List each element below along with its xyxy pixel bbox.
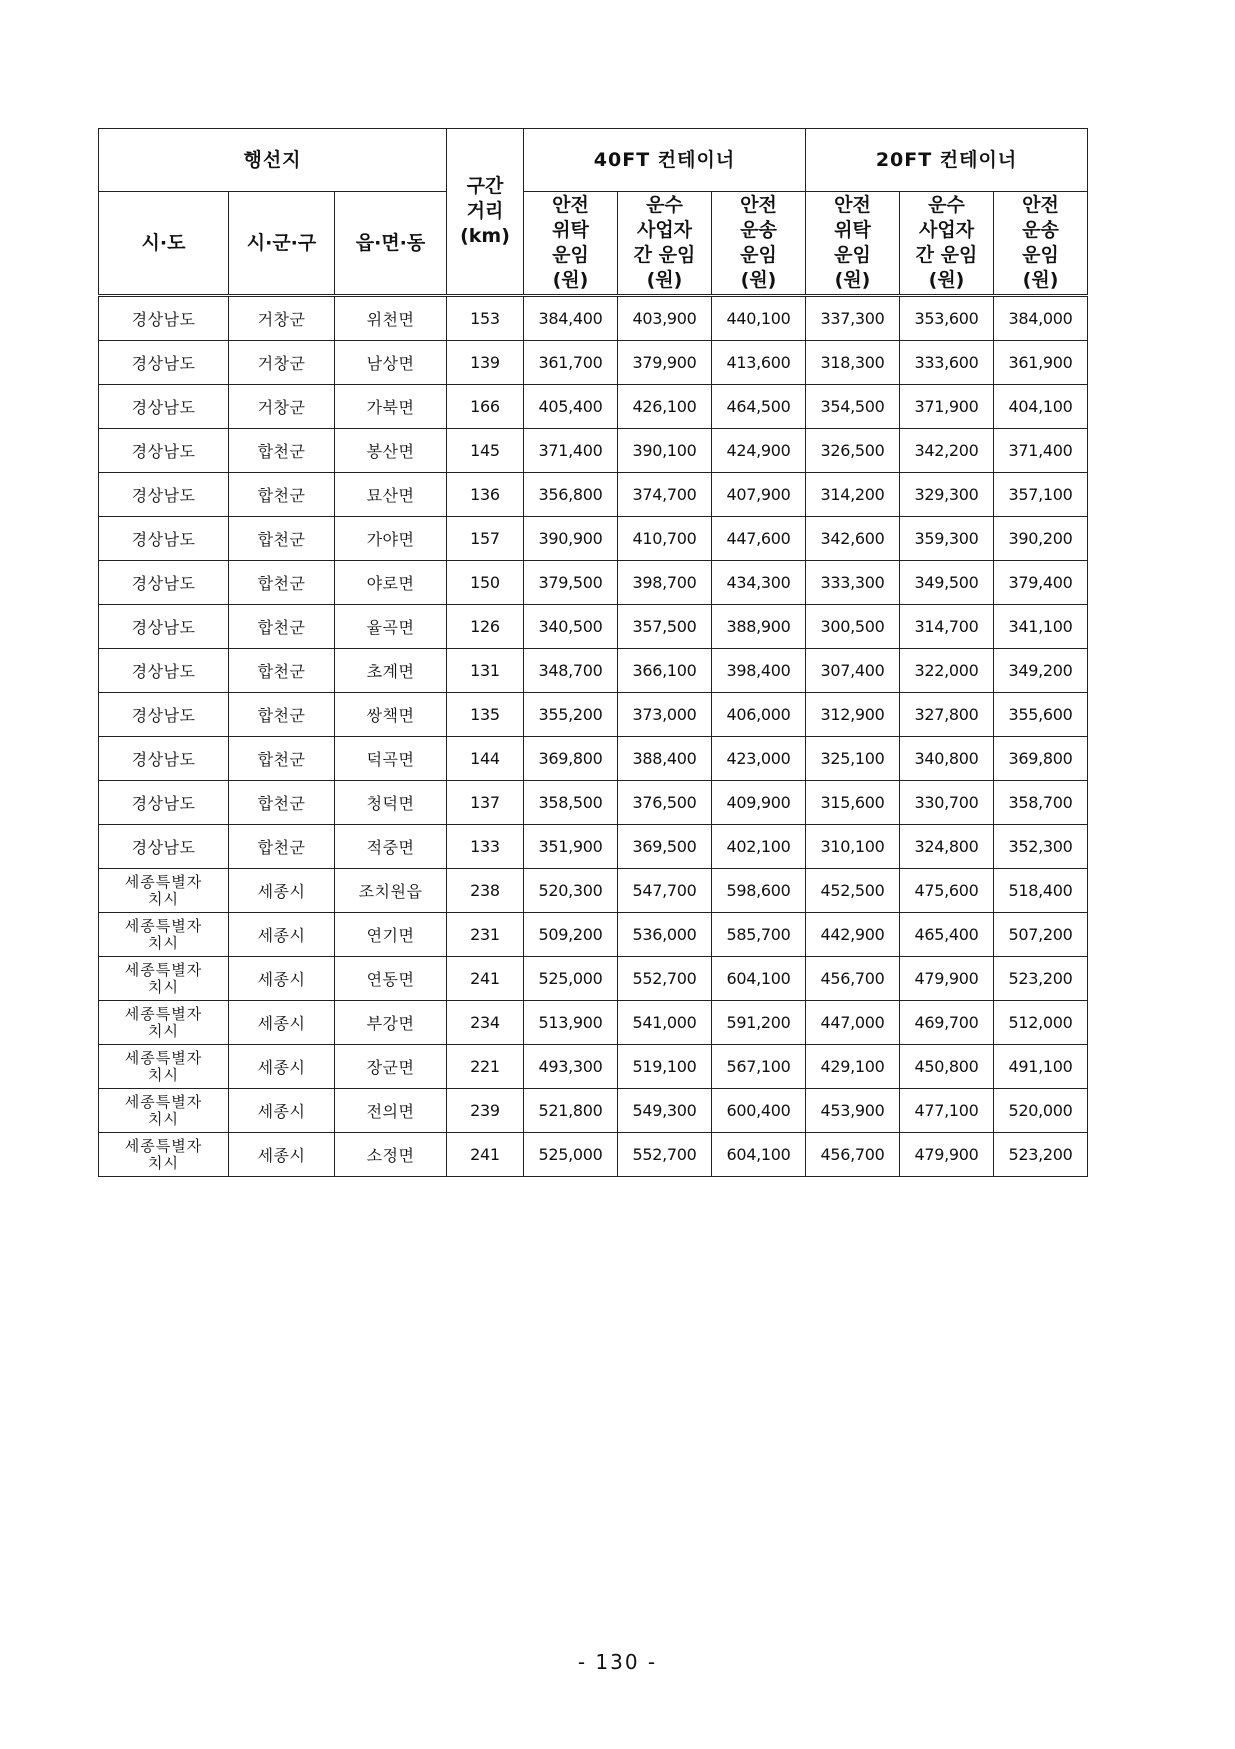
rate-cell: 525,000 (524, 957, 618, 1001)
sigungu-cell: 합천군 (229, 429, 335, 473)
rate-cell: 359,300 (900, 517, 994, 561)
eupmyeondong-cell: 소정면 (335, 1133, 447, 1177)
sido-cell (99, 1001, 229, 1045)
eupmyeondong-header: 읍·면·동 (335, 192, 447, 296)
sigungu-cell: 거창군 (229, 341, 335, 385)
rate-cell: 464,500 (712, 385, 806, 429)
container-20ft-header: 20FT 컨테이너 (806, 129, 1088, 192)
rate-cell: 333,600 (900, 341, 994, 385)
rate-column-header-line: 안전 (552, 194, 589, 216)
rate-column-header-line: (원) (834, 269, 871, 291)
distance-cell: 166 (447, 385, 524, 429)
rate-cell: 447,000 (806, 1001, 900, 1045)
rate-cell: 318,300 (806, 341, 900, 385)
rate-cell: 567,100 (712, 1045, 806, 1089)
rate-cell: 434,300 (712, 561, 806, 605)
rate-cell: 410,700 (618, 517, 712, 561)
sido-cell: 경상남도 (99, 737, 229, 781)
rate-cell: 322,000 (900, 649, 994, 693)
eupmyeondong-cell: 연기면 (335, 913, 447, 957)
rate-cell: 357,100 (994, 473, 1088, 517)
eupmyeondong-cell: 전의면 (335, 1089, 447, 1133)
distance-header-line: (km) (460, 225, 510, 247)
table-row (99, 1133, 1088, 1177)
sigungu-cell: 세종시 (229, 913, 335, 957)
rate-cell: 325,100 (806, 737, 900, 781)
rate-column-header (806, 192, 900, 296)
freight-rate-table (98, 128, 1088, 1177)
rate-cell: 342,200 (900, 429, 994, 473)
rate-cell: 340,500 (524, 605, 618, 649)
rate-cell: 398,400 (712, 649, 806, 693)
rate-cell: 379,500 (524, 561, 618, 605)
rate-column-header-line: 운수 (646, 194, 683, 216)
sigungu-cell: 합천군 (229, 473, 335, 517)
eupmyeondong-cell: 야로면 (335, 561, 447, 605)
destination-header: 행선지 (99, 129, 447, 192)
rate-cell: 341,100 (994, 605, 1088, 649)
table-row (99, 957, 1088, 1001)
rate-cell: 426,100 (618, 385, 712, 429)
distance-cell: 153 (447, 296, 524, 341)
rate-column-header-line: (원) (552, 269, 589, 291)
rate-cell: 523,200 (994, 957, 1088, 1001)
rate-cell: 407,900 (712, 473, 806, 517)
rate-cell: 493,300 (524, 1045, 618, 1089)
rate-cell: 369,500 (618, 825, 712, 869)
rate-column-header-line: 운임 (1022, 244, 1059, 266)
table-row (99, 869, 1088, 913)
eupmyeondong-cell: 쌍책면 (335, 693, 447, 737)
rate-cell: 402,100 (712, 825, 806, 869)
table-row (99, 693, 1088, 737)
table-row (99, 737, 1088, 781)
rate-cell: 342,600 (806, 517, 900, 561)
rate-column-header-line: 안전 (834, 194, 871, 216)
sido-cell: 경상남도 (99, 296, 229, 341)
distance-cell: 145 (447, 429, 524, 473)
rate-column-header (712, 192, 806, 296)
rate-column-header-line: 운임 (552, 244, 589, 266)
rate-cell: 591,200 (712, 1001, 806, 1045)
rate-column-header-line: 사업자 (918, 219, 975, 241)
sido-cell-line: 세종특별자 (124, 960, 203, 979)
rate-cell: 453,900 (806, 1089, 900, 1133)
sigungu-cell: 합천군 (229, 561, 335, 605)
rate-cell: 456,700 (806, 957, 900, 1001)
rate-cell: 361,700 (524, 341, 618, 385)
sido-cell (99, 869, 229, 913)
eupmyeondong-cell: 장군면 (335, 1045, 447, 1089)
rate-cell: 440,100 (712, 296, 806, 341)
sido-cell: 경상남도 (99, 825, 229, 869)
rate-cell: 604,100 (712, 1133, 806, 1177)
rate-cell: 354,500 (806, 385, 900, 429)
distance-cell: 126 (447, 605, 524, 649)
rate-cell: 424,900 (712, 429, 806, 473)
rate-cell: 409,900 (712, 781, 806, 825)
rate-cell: 507,200 (994, 913, 1088, 957)
rate-column-header-line: 위탁 (552, 219, 589, 241)
rate-cell: 491,100 (994, 1045, 1088, 1089)
rate-cell: 384,000 (994, 296, 1088, 341)
rate-cell: 384,400 (524, 296, 618, 341)
rate-cell: 333,300 (806, 561, 900, 605)
table-row (99, 913, 1088, 957)
rate-column-header-line: (원) (740, 269, 777, 291)
rate-cell: 358,500 (524, 781, 618, 825)
eupmyeondong-cell: 남상면 (335, 341, 447, 385)
rate-cell: 604,100 (712, 957, 806, 1001)
rate-cell: 355,200 (524, 693, 618, 737)
rate-column-header-line: (원) (1022, 269, 1059, 291)
rate-cell: 390,100 (618, 429, 712, 473)
rate-cell: 371,900 (900, 385, 994, 429)
rate-cell: 366,100 (618, 649, 712, 693)
rate-cell: 369,800 (994, 737, 1088, 781)
rate-cell: 447,600 (712, 517, 806, 561)
sido-cell-line: 세종특별자 (124, 1092, 203, 1111)
rate-cell: 348,700 (524, 649, 618, 693)
distance-cell: 221 (447, 1045, 524, 1089)
table-row (99, 781, 1088, 825)
sigungu-cell: 세종시 (229, 957, 335, 1001)
table-row (99, 605, 1088, 649)
rate-cell: 361,900 (994, 341, 1088, 385)
distance-cell: 241 (447, 1133, 524, 1177)
rate-cell: 398,700 (618, 561, 712, 605)
rate-cell: 450,800 (900, 1045, 994, 1089)
rate-column-header-line: 안전 (1022, 194, 1059, 216)
rate-column-header (618, 192, 712, 296)
sigungu-cell: 합천군 (229, 781, 335, 825)
rate-cell: 520,300 (524, 869, 618, 913)
eupmyeondong-cell: 봉산면 (335, 429, 447, 473)
rate-cell: 429,100 (806, 1045, 900, 1089)
rate-column-header-line: 간 운임 (915, 244, 978, 266)
sido-cell (99, 1089, 229, 1133)
rate-column-header (994, 192, 1088, 296)
distance-cell: 239 (447, 1089, 524, 1133)
rate-cell: 405,400 (524, 385, 618, 429)
sido-cell-line: 세종특별자 (124, 916, 203, 935)
eupmyeondong-cell: 조치원읍 (335, 869, 447, 913)
rate-cell: 525,000 (524, 1133, 618, 1177)
rate-cell: 353,600 (900, 296, 994, 341)
rate-cell: 404,100 (994, 385, 1088, 429)
rate-cell: 314,700 (900, 605, 994, 649)
rate-cell: 479,900 (900, 1133, 994, 1177)
rate-cell: 390,200 (994, 517, 1088, 561)
distance-cell: 136 (447, 473, 524, 517)
rate-column-header-line: 운임 (834, 244, 871, 266)
rate-cell: 469,700 (900, 1001, 994, 1045)
container-40ft-header: 40FT 컨테이너 (524, 129, 806, 192)
eupmyeondong-cell: 연동면 (335, 957, 447, 1001)
rate-cell: 475,600 (900, 869, 994, 913)
rate-cell: 552,700 (618, 1133, 712, 1177)
rate-cell: 512,000 (994, 1001, 1088, 1045)
page-number: - 130 - (577, 1650, 658, 1674)
rate-cell: 307,400 (806, 649, 900, 693)
table-row (99, 296, 1088, 341)
rate-cell: 547,700 (618, 869, 712, 913)
rate-column-header (900, 192, 994, 296)
rate-column-header-line: 사업자 (636, 219, 693, 241)
rate-cell: 518,400 (994, 869, 1088, 913)
distance-cell: 150 (447, 561, 524, 605)
rate-column-header-line: (원) (646, 269, 683, 291)
rate-cell: 388,900 (712, 605, 806, 649)
rate-cell: 352,300 (994, 825, 1088, 869)
sido-cell-line: 치시 (148, 1109, 179, 1128)
sigungu-cell: 세종시 (229, 1133, 335, 1177)
sido-cell-line: 치시 (148, 1065, 179, 1084)
eupmyeondong-cell: 적중면 (335, 825, 447, 869)
eupmyeondong-cell: 가북면 (335, 385, 447, 429)
rate-cell: 390,900 (524, 517, 618, 561)
sigungu-header: 시·군·구 (229, 192, 335, 296)
sido-cell (99, 1045, 229, 1089)
rate-cell: 519,100 (618, 1045, 712, 1089)
sido-cell: 경상남도 (99, 649, 229, 693)
eupmyeondong-cell: 율곡면 (335, 605, 447, 649)
distance-cell: 137 (447, 781, 524, 825)
rate-cell: 423,000 (712, 737, 806, 781)
rate-cell: 376,500 (618, 781, 712, 825)
rate-cell: 403,900 (618, 296, 712, 341)
distance-cell: 157 (447, 517, 524, 561)
rate-cell: 358,700 (994, 781, 1088, 825)
sido-cell (99, 957, 229, 1001)
rate-column-header-line: 안전 (740, 194, 777, 216)
rate-cell: 371,400 (524, 429, 618, 473)
distance-cell: 135 (447, 693, 524, 737)
rate-cell: 349,500 (900, 561, 994, 605)
sido-cell-line: 치시 (148, 1153, 179, 1172)
rate-cell: 523,200 (994, 1133, 1088, 1177)
rate-cell: 452,500 (806, 869, 900, 913)
sigungu-cell: 세종시 (229, 1001, 335, 1045)
rate-column-header-line: 위탁 (834, 219, 871, 241)
sigungu-cell: 세종시 (229, 1045, 335, 1089)
table-row (99, 825, 1088, 869)
table-row (99, 341, 1088, 385)
sido-cell-line: 세종특별자 (124, 1004, 203, 1023)
rate-cell: 509,200 (524, 913, 618, 957)
sido-cell-line: 세종특별자 (124, 1048, 203, 1067)
eupmyeondong-cell: 위천면 (335, 296, 447, 341)
rate-cell: 349,200 (994, 649, 1088, 693)
rate-cell: 337,300 (806, 296, 900, 341)
sido-cell: 경상남도 (99, 341, 229, 385)
rate-cell: 600,400 (712, 1089, 806, 1133)
distance-cell: 241 (447, 957, 524, 1001)
rate-column-header-line: (원) (928, 269, 965, 291)
sigungu-cell: 합천군 (229, 605, 335, 649)
table-body (99, 296, 1088, 1177)
sigungu-cell: 합천군 (229, 737, 335, 781)
table-row (99, 473, 1088, 517)
sido-cell: 경상남도 (99, 693, 229, 737)
rate-column-header-line: 운송 (740, 219, 777, 241)
rate-cell: 479,900 (900, 957, 994, 1001)
eupmyeondong-cell: 청덕면 (335, 781, 447, 825)
eupmyeondong-cell: 초계면 (335, 649, 447, 693)
table-row (99, 649, 1088, 693)
rate-cell: 598,600 (712, 869, 806, 913)
sido-cell (99, 913, 229, 957)
rate-cell: 373,000 (618, 693, 712, 737)
sigungu-cell: 거창군 (229, 296, 335, 341)
distance-cell: 131 (447, 649, 524, 693)
rate-column-header-line: 운수 (928, 194, 965, 216)
rate-cell: 324,800 (900, 825, 994, 869)
rate-cell: 477,100 (900, 1089, 994, 1133)
sido-cell: 경상남도 (99, 781, 229, 825)
rate-cell: 520,000 (994, 1089, 1088, 1133)
rate-cell: 369,800 (524, 737, 618, 781)
table-row (99, 561, 1088, 605)
sido-cell: 경상남도 (99, 517, 229, 561)
sigungu-cell: 합천군 (229, 693, 335, 737)
distance-cell: 139 (447, 341, 524, 385)
rate-cell: 536,000 (618, 913, 712, 957)
sido-cell (99, 1133, 229, 1177)
rate-cell: 379,900 (618, 341, 712, 385)
sido-cell: 경상남도 (99, 561, 229, 605)
rate-cell: 340,800 (900, 737, 994, 781)
distance-header-line: 거리 (466, 200, 504, 222)
sido-cell: 경상남도 (99, 605, 229, 649)
sigungu-cell: 합천군 (229, 517, 335, 561)
rate-cell: 549,300 (618, 1089, 712, 1133)
rate-cell: 541,000 (618, 1001, 712, 1045)
table-row (99, 1045, 1088, 1089)
rate-column-header-line: 간 운임 (633, 244, 696, 266)
table-row (99, 429, 1088, 473)
rate-cell: 521,800 (524, 1089, 618, 1133)
distance-cell: 133 (447, 825, 524, 869)
rate-cell: 388,400 (618, 737, 712, 781)
rate-cell: 552,700 (618, 957, 712, 1001)
table-row (99, 1001, 1088, 1045)
sido-header: 시·도 (99, 192, 229, 296)
sido-cell: 경상남도 (99, 473, 229, 517)
rate-column-header-line: 운임 (740, 244, 777, 266)
distance-cell: 238 (447, 869, 524, 913)
rate-cell: 300,500 (806, 605, 900, 649)
sido-cell: 경상남도 (99, 429, 229, 473)
sido-cell-line: 세종특별자 (124, 872, 203, 891)
rate-column-header-line: 운송 (1022, 219, 1059, 241)
rate-cell: 355,600 (994, 693, 1088, 737)
eupmyeondong-cell: 부강면 (335, 1001, 447, 1045)
rate-cell: 356,800 (524, 473, 618, 517)
rate-cell: 327,800 (900, 693, 994, 737)
eupmyeondong-cell: 묘산면 (335, 473, 447, 517)
eupmyeondong-cell: 가야면 (335, 517, 447, 561)
sido-cell-line: 치시 (148, 977, 179, 996)
rate-cell: 406,000 (712, 693, 806, 737)
sido-cell-line: 치시 (148, 1021, 179, 1040)
rate-cell: 413,600 (712, 341, 806, 385)
rate-cell: 310,100 (806, 825, 900, 869)
rate-cell: 314,200 (806, 473, 900, 517)
sido-cell-line: 치시 (148, 933, 179, 952)
rate-cell: 513,900 (524, 1001, 618, 1045)
rate-cell: 371,400 (994, 429, 1088, 473)
rate-cell: 456,700 (806, 1133, 900, 1177)
rate-cell: 351,900 (524, 825, 618, 869)
sido-cell: 경상남도 (99, 385, 229, 429)
sigungu-cell: 세종시 (229, 1089, 335, 1133)
rate-cell: 330,700 (900, 781, 994, 825)
rate-cell: 312,900 (806, 693, 900, 737)
table-row (99, 1089, 1088, 1133)
sido-cell-line: 세종특별자 (124, 1136, 203, 1155)
distance-header (447, 129, 524, 296)
distance-cell: 231 (447, 913, 524, 957)
sigungu-cell: 거창군 (229, 385, 335, 429)
distance-cell: 234 (447, 1001, 524, 1045)
sigungu-cell: 합천군 (229, 649, 335, 693)
rate-cell: 465,400 (900, 913, 994, 957)
rate-cell: 329,300 (900, 473, 994, 517)
sigungu-cell: 세종시 (229, 869, 335, 913)
rate-cell: 326,500 (806, 429, 900, 473)
rate-cell: 374,700 (618, 473, 712, 517)
rate-column-header (524, 192, 618, 296)
distance-header-line: 구간 (466, 175, 504, 197)
eupmyeondong-cell: 덕곡면 (335, 737, 447, 781)
sigungu-cell: 합천군 (229, 825, 335, 869)
rate-cell: 379,400 (994, 561, 1088, 605)
sido-cell-line: 치시 (148, 889, 179, 908)
rate-cell: 442,900 (806, 913, 900, 957)
table-row (99, 385, 1088, 429)
rate-cell: 315,600 (806, 781, 900, 825)
rate-cell: 585,700 (712, 913, 806, 957)
rate-cell: 357,500 (618, 605, 712, 649)
distance-cell: 144 (447, 737, 524, 781)
table-row (99, 517, 1088, 561)
